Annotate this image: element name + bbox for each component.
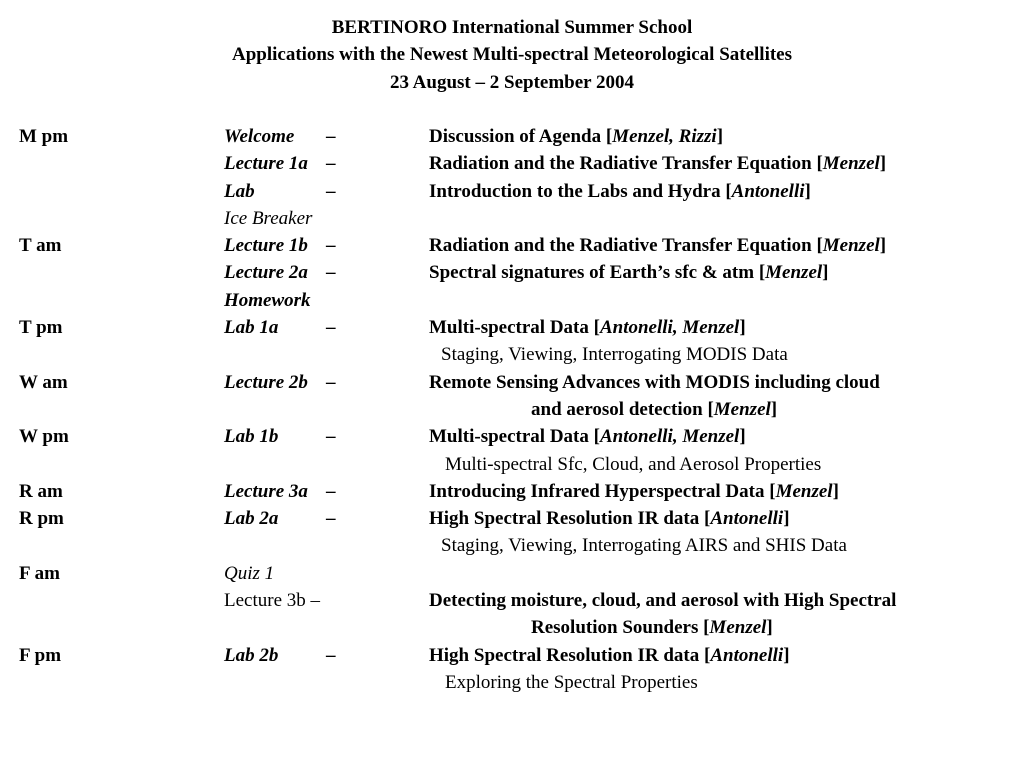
time-slot: F am: [19, 562, 60, 584]
schedule-row: [0, 478, 1024, 505]
session-title: [429, 587, 896, 614]
session-title: [429, 369, 880, 396]
schedule-row: [0, 150, 1024, 177]
time-slot: R am: [19, 480, 63, 502]
document-header: [0, 14, 1024, 96]
schedule-row: [0, 587, 1024, 614]
activity-label: Lab 2b: [224, 644, 279, 666]
dash-separator: –: [326, 262, 336, 284]
session-title: [429, 423, 746, 450]
time-slot: F pm: [19, 644, 62, 666]
presenter-name: Menzel, Rizzi: [612, 126, 717, 147]
dash-separator: –: [326, 426, 336, 448]
presenter-name: Menzel: [709, 617, 767, 639]
activity-label: Lecture 1b: [224, 235, 308, 257]
presenter-name: Menzel: [713, 398, 771, 420]
dash-separator: –: [326, 371, 336, 393]
dash-separator: –: [326, 180, 336, 202]
session-description: Staging, Viewing, Interrogating MODIS Data: [441, 344, 788, 366]
bracket-close: ]: [766, 617, 773, 639]
title-text: Remote Sensing Advances with MODIS including cloud: [429, 371, 880, 393]
presenter-name: Antonelli: [731, 180, 805, 202]
presenter-name: Menzel: [822, 153, 880, 175]
presenter-name: Menzel: [822, 235, 880, 257]
schedule-row: [0, 396, 1024, 423]
activity-label: Quiz 1: [224, 562, 275, 584]
title-text: Introducing Infrared Hyperspectral Data [: [429, 480, 776, 502]
activity-label: Welcome: [224, 126, 295, 147]
session-title: [429, 150, 886, 177]
time-slot: T pm: [19, 317, 63, 339]
session-title: [429, 478, 839, 505]
session-title-continued: [531, 614, 773, 641]
activity-label: Lecture 1a: [224, 153, 308, 175]
time-slot: R pm: [19, 508, 64, 530]
date-range: 23 August – 2 September 2004: [389, 71, 635, 93]
title-text: Introduction to the Labs and Hydra [: [429, 180, 732, 202]
bracket-close: ]: [783, 644, 790, 666]
schedule-row: [0, 205, 1024, 232]
schedule-row: [0, 341, 1024, 368]
schedule-row: [0, 259, 1024, 286]
title-text: Resolution Sounders [: [531, 617, 710, 639]
schedule-row: [0, 232, 1024, 259]
schedule-row: [0, 123, 1024, 150]
activity-label: Lecture 2a: [224, 262, 308, 284]
session-title: [429, 178, 811, 205]
activity-label: Ice Breaker: [224, 207, 313, 229]
schedule-row: [0, 669, 1024, 696]
bracket-close: ]: [739, 317, 746, 339]
session-title: [429, 642, 790, 669]
dash-separator: –: [326, 508, 336, 530]
activity-label: Lecture 3a: [224, 480, 308, 502]
schedule-row: [0, 178, 1024, 205]
dash-separator: –: [326, 317, 336, 339]
dash-separator: –: [326, 644, 336, 666]
title-text: Radiation and the Radiative Transfer Equation [: [429, 235, 823, 257]
session-description: Staging, Viewing, Interrogating AIRS and SHIS Data: [441, 535, 847, 557]
dash-separator: –: [326, 480, 336, 502]
school-title: BERTINORO International Summer School: [331, 17, 693, 38]
schedule-row: [0, 451, 1024, 478]
session-title: [429, 314, 746, 341]
presenter-name: Antonelli: [710, 644, 784, 666]
presenter-name: Antonelli, Menzel: [599, 317, 740, 339]
time-slot: W pm: [19, 426, 69, 448]
title-text: and aerosol detection [: [531, 398, 714, 420]
session-description: Multi-spectral Sfc, Cloud, and Aerosol Properties: [445, 453, 822, 475]
title-text: Detecting moisture, cloud, and aerosol with High Spectral: [429, 590, 897, 612]
session-title: [429, 123, 723, 150]
bracket-close: ]: [879, 153, 887, 175]
bracket-close: ]: [739, 426, 746, 448]
bracket-close: ]: [783, 508, 790, 530]
presenter-name: Menzel: [775, 480, 833, 502]
schedule-table: [0, 123, 1024, 696]
dash-separator: –: [326, 235, 336, 257]
time-slot: M pm: [19, 126, 69, 147]
title-text: High Spectral Resolution IR data [: [429, 644, 711, 666]
schedule-row: [0, 505, 1024, 532]
dash-separator: –: [326, 126, 336, 147]
presenter-name: Antonelli: [710, 508, 784, 530]
time-slot: W am: [19, 371, 68, 393]
title-text: Spectral signatures of Earth’s sfc & atm [: [429, 262, 766, 284]
activity-label: Lab 1b: [224, 426, 279, 448]
bracket-close: ]: [879, 235, 887, 257]
activity-label: Lab: [224, 180, 255, 202]
session-title-continued: [531, 396, 777, 423]
activity-label: Lecture 3b –: [224, 590, 321, 612]
title-text: Radiation and the Radiative Transfer Equation [: [429, 153, 823, 175]
dash-separator: –: [326, 153, 336, 175]
activity-label: Lecture 2b: [224, 371, 308, 393]
bracket-close: ]: [832, 480, 839, 502]
bracket-close: ]: [804, 180, 811, 202]
title-text: Discussion of Agenda [: [429, 126, 613, 147]
bracket-close: ]: [716, 126, 724, 147]
schedule-row: [0, 369, 1024, 396]
schedule-row: [0, 560, 1024, 587]
title-text: Multi-spectral Data [: [429, 426, 600, 448]
schedule-row: [0, 287, 1024, 314]
bracket-close: ]: [822, 262, 829, 284]
activity-label: Lab 2a: [224, 508, 279, 530]
title-text: High Spectral Resolution IR data [: [429, 508, 711, 530]
session-description: Exploring the Spectral Properties: [445, 671, 698, 693]
presenter-name: Antonelli, Menzel: [599, 426, 740, 448]
course-title: Applications with the Newest Multi-spectral Meteorological Satellites: [231, 44, 793, 66]
activity-label: Homework: [224, 289, 311, 311]
session-title: [429, 232, 886, 259]
schedule-row: [0, 423, 1024, 450]
session-title: [429, 259, 828, 286]
schedule-row: [0, 642, 1024, 669]
session-title: [429, 505, 790, 532]
title-text: Multi-spectral Data [: [429, 317, 600, 339]
schedule-row: [0, 614, 1024, 641]
presenter-name: Menzel: [765, 262, 823, 284]
schedule-row: [0, 314, 1024, 341]
time-slot: T am: [19, 235, 62, 257]
schedule-row: [0, 532, 1024, 559]
bracket-close: ]: [770, 398, 778, 420]
activity-label: Lab 1a: [224, 317, 279, 339]
